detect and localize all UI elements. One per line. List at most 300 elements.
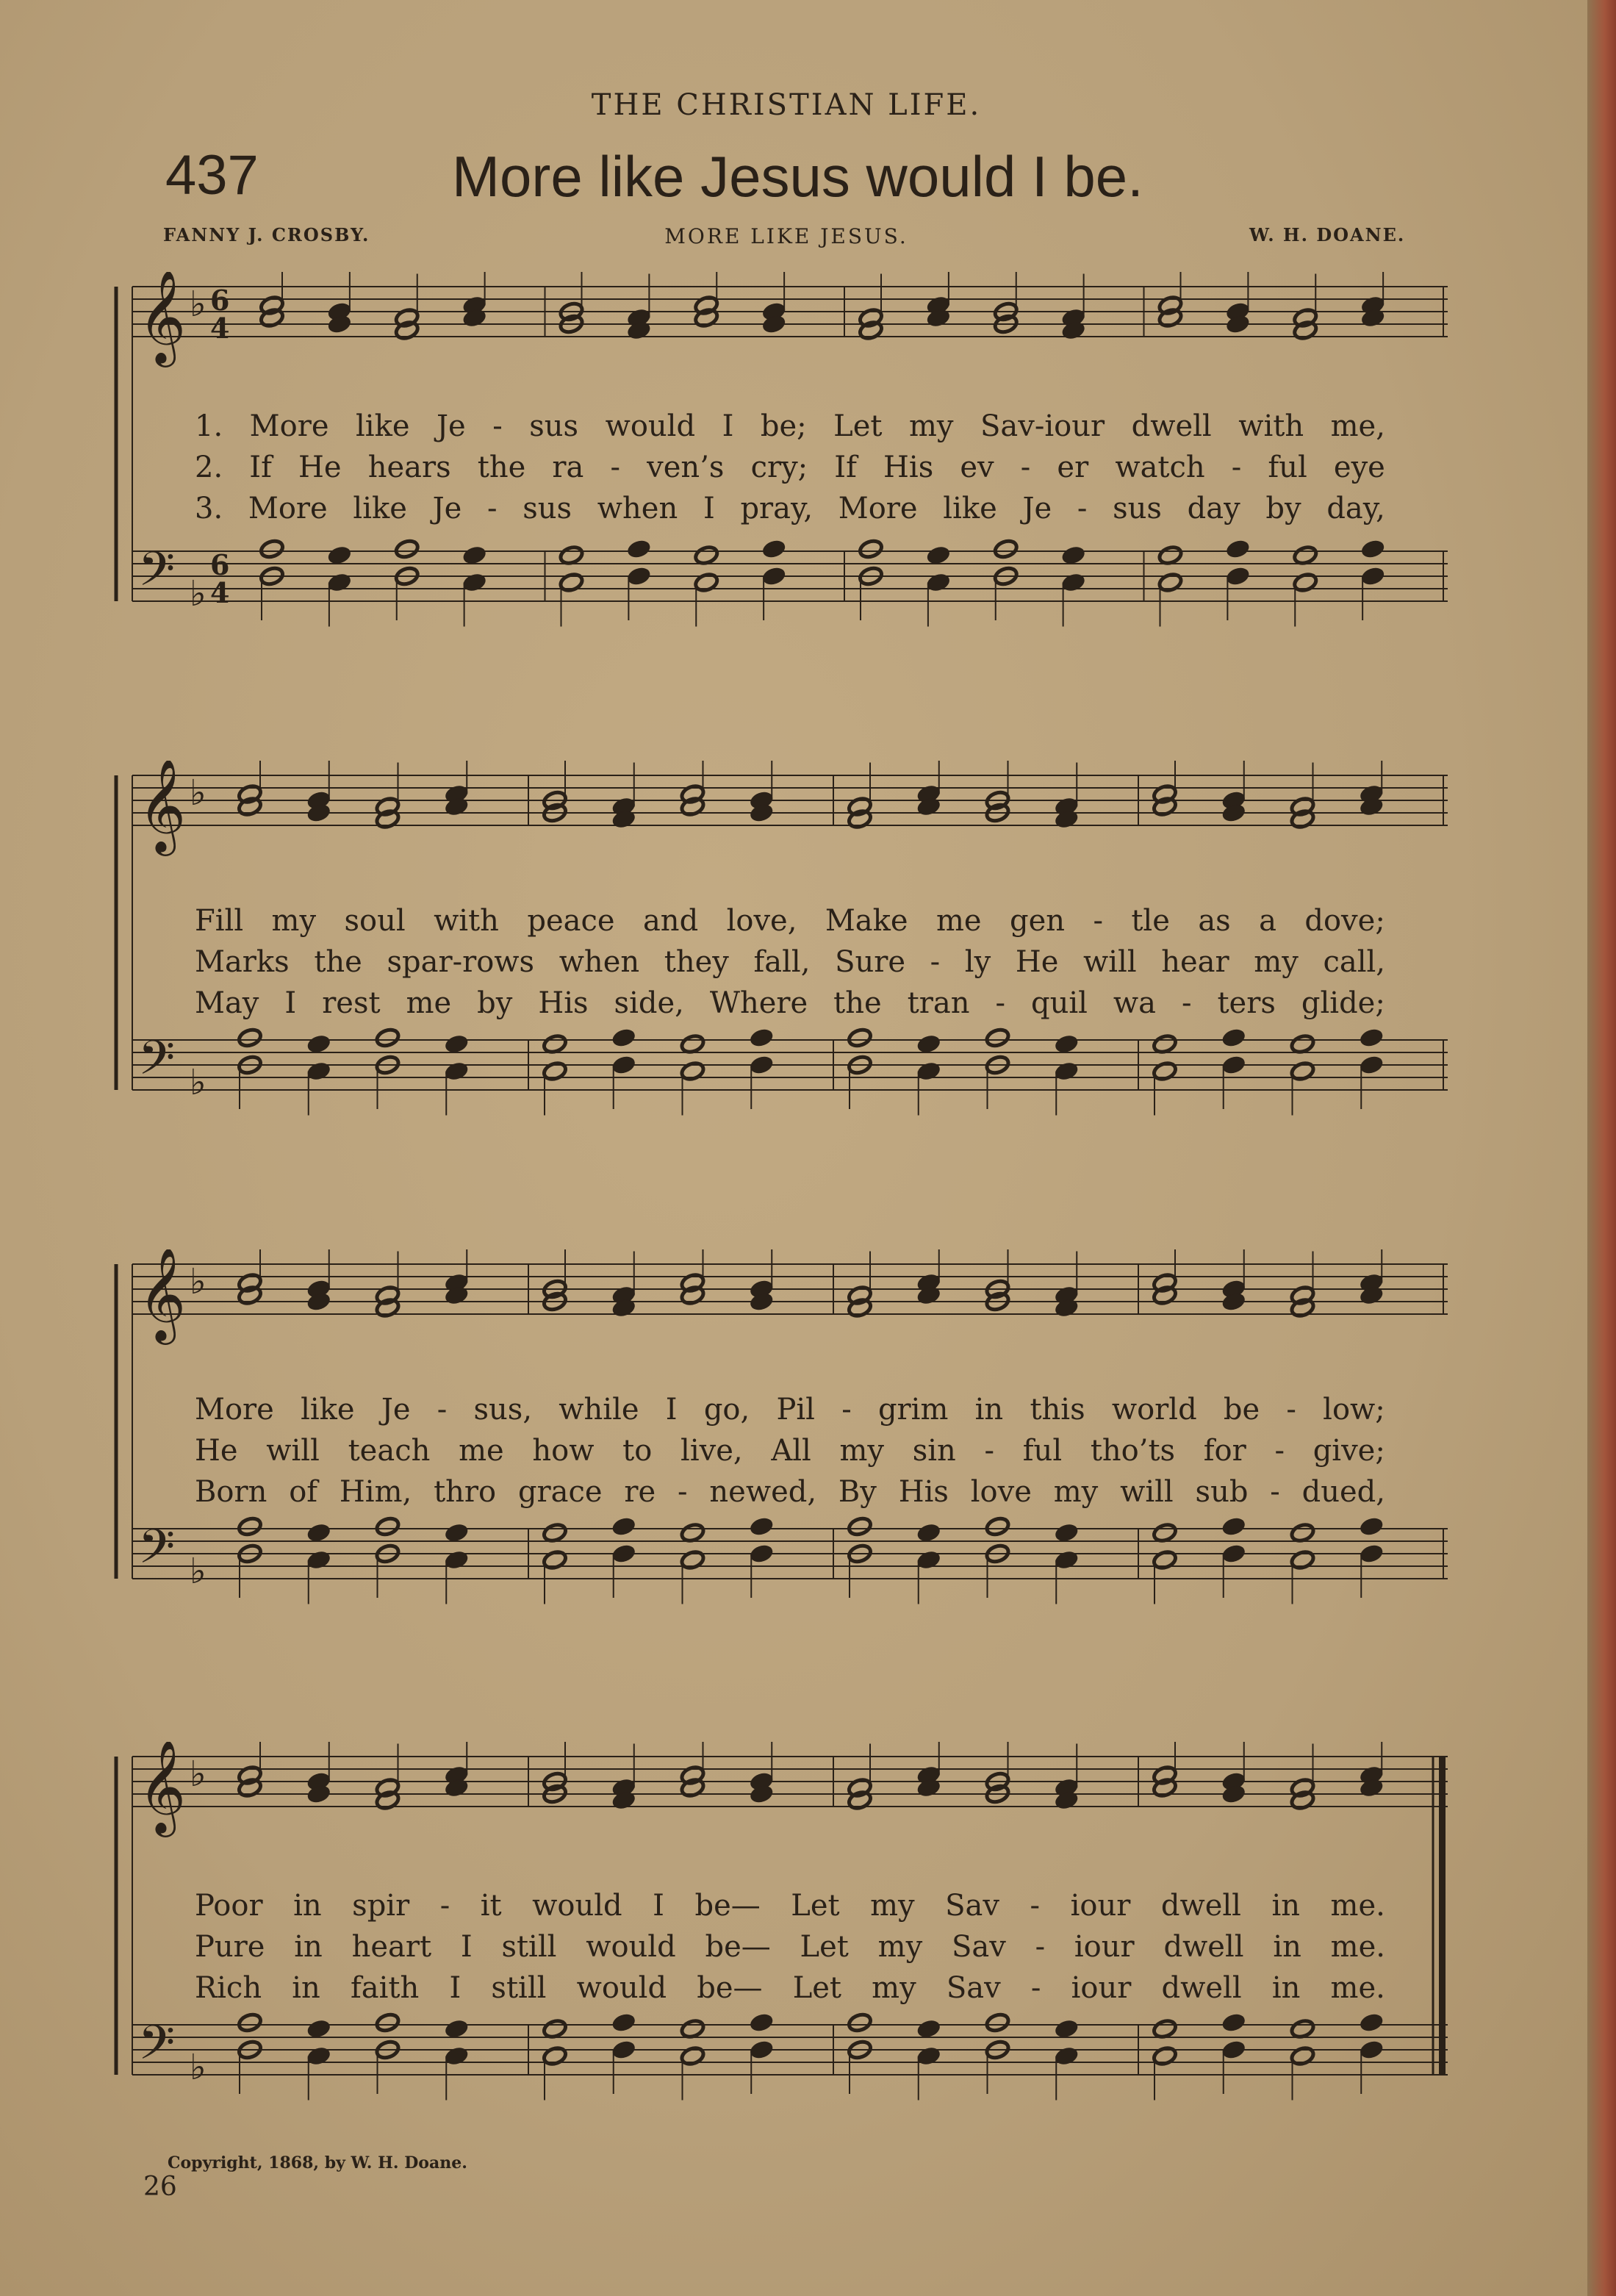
bass-note: [611, 2012, 636, 2033]
lyric-syllable: be: [1223, 1393, 1260, 1427]
lyric-syllable: ful: [1022, 1434, 1063, 1468]
lyric-syllable: Sav-iour: [980, 409, 1105, 443]
bass-note: [847, 1027, 872, 1048]
lyric-syllable: I: [722, 409, 734, 443]
lyric-syllable: sus: [529, 409, 579, 443]
lyric-syllable: will: [1083, 945, 1137, 979]
bass-note: [1290, 1033, 1315, 1055]
lyric-syllable: in: [1273, 1930, 1301, 1964]
hymn-title: More like Jesus would I be.: [452, 144, 1143, 209]
lyric-syllable: they: [664, 945, 729, 979]
lyric-syllable: pray,: [740, 492, 814, 525]
lyric-syllable: cry;: [750, 451, 808, 484]
time-signature-top: 6: [210, 548, 230, 581]
bass-note: [542, 2018, 567, 2040]
lyric-syllable: my: [908, 409, 954, 443]
flat-icon: ♭: [190, 1261, 207, 1302]
lyric-syllable: wa: [1113, 986, 1156, 1020]
bass-note: [237, 1515, 262, 1537]
lyric-line: [195, 488, 1385, 529]
lyric-syllable: dove;: [1304, 904, 1385, 938]
bass-note: [916, 1033, 941, 1055]
lyric-syllable: low;: [1323, 1393, 1385, 1427]
lyric-syllable: Let: [792, 1971, 841, 2005]
treble-clef-icon: 𝄞: [138, 1742, 187, 1833]
lyrics-system-4: [195, 1885, 1385, 2009]
lyric-syllable: dued,: [1301, 1475, 1385, 1509]
lyric-syllable: re: [624, 1475, 656, 1509]
bass-note: [1359, 1027, 1385, 1048]
lyric-syllable: faith: [350, 1971, 420, 2005]
lyric-syllable: like: [353, 492, 407, 525]
lyric-syllable: iour: [1071, 1971, 1132, 2005]
lyric-syllable: teach: [348, 1434, 431, 1468]
lyric-syllable: day: [1187, 492, 1240, 525]
bass-note: [749, 2012, 775, 2033]
bass-note: [1221, 1027, 1246, 1048]
bass-note: [611, 1027, 636, 1048]
lyric-line: [195, 900, 1385, 941]
bass-note: [1221, 1515, 1246, 1537]
bass-note: [611, 1515, 636, 1537]
lyric-syllable: in: [1271, 1889, 1301, 1923]
lyric-syllable: Him,: [339, 1475, 412, 1509]
lyric-syllable: world: [1111, 1393, 1197, 1427]
lyric-syllable: sin: [912, 1434, 956, 1468]
lyric-syllable: like: [301, 1393, 355, 1427]
lyric-syllable: the: [314, 945, 362, 979]
lyric-syllable: love: [970, 1475, 1032, 1509]
lyric-syllable: a: [1259, 904, 1276, 938]
bass-note: [749, 1027, 775, 1048]
lyric-syllable: -: [1231, 451, 1242, 484]
lyric-syllable: -: [1020, 451, 1031, 484]
lyric-syllable: Je: [432, 492, 462, 525]
bass-note: [1359, 2039, 1385, 2060]
bass-note: [444, 2045, 470, 2067]
bass-note: [611, 1543, 636, 1564]
flat-icon: ♭: [190, 2047, 207, 2088]
lyric-syllable: -: [984, 1434, 995, 1468]
bass-note: [1152, 2018, 1177, 2040]
time-signature-bottom: 4: [210, 312, 230, 345]
bass-note: [1060, 572, 1086, 593]
lyric-syllable: grim: [877, 1393, 949, 1427]
lyric-syllable: Marks: [195, 945, 290, 979]
bass-note: [326, 572, 352, 593]
lyric-syllable: I: [284, 986, 297, 1020]
bass-note: [1054, 1522, 1080, 1543]
lyric-syllable: side,: [614, 986, 684, 1020]
bass-clef-icon: 𝄢: [138, 1520, 176, 1586]
lyric-syllable: by: [477, 986, 513, 1020]
lyric-line: [195, 1430, 1385, 1471]
lyric-syllable: hear: [1161, 945, 1229, 979]
lyric-syllable: me: [406, 986, 452, 1020]
lyric-syllable: -: [1077, 492, 1088, 525]
lyric-syllable: tho’ts: [1090, 1434, 1176, 1468]
lyric-syllable: my: [870, 1889, 915, 1923]
bass-note: [1152, 2045, 1177, 2067]
lyric-syllable: watch: [1115, 451, 1205, 484]
lyric-syllable: would: [586, 1930, 676, 1964]
book-spine: [1587, 0, 1616, 2296]
lyric-syllable: More: [248, 492, 328, 525]
bass-note: [680, 1033, 705, 1055]
bass-note: [626, 565, 652, 586]
lyric-syllable: If: [834, 451, 857, 484]
bass-note: [761, 538, 787, 559]
bass-note: [680, 1061, 705, 1082]
lyric-syllable: May: [195, 986, 259, 1020]
lyric-syllable: me: [936, 904, 982, 938]
bass-note: [462, 545, 487, 566]
flat-icon: ♭: [190, 772, 207, 814]
lyric-syllable: -: [995, 986, 1005, 1020]
bass-note: [611, 1054, 636, 1075]
lyric-syllable: how: [532, 1434, 595, 1468]
lyric-syllable: be—: [705, 1930, 771, 1964]
bass-note: [1060, 545, 1086, 566]
lyric-syllable: and: [642, 904, 699, 938]
bass-note: [1359, 1054, 1385, 1075]
lyric-syllable: still: [501, 1930, 557, 1964]
lyric-syllable: spir: [352, 1889, 410, 1923]
bass-note: [925, 572, 951, 593]
lyric-line: [195, 1389, 1385, 1430]
lyric-syllable: with: [1238, 409, 1304, 443]
lyric-syllable: Je: [437, 409, 466, 443]
lyric-syllable: fall,: [753, 945, 811, 979]
lyric-syllable: ra: [552, 451, 584, 484]
lyric-syllable: iour: [1070, 1889, 1131, 1923]
lyric-syllable: day,: [1326, 492, 1385, 525]
composer-credit: W. H. DOANE.: [1249, 224, 1406, 245]
lyric-syllable: More: [838, 492, 918, 525]
bass-note: [1225, 565, 1251, 586]
lyric-syllable: -: [492, 409, 503, 443]
lyric-syllable: will: [1120, 1475, 1174, 1509]
bass-note: [1221, 1054, 1246, 1075]
lyric-syllable: dwell: [1131, 409, 1212, 443]
lyric-syllable: with: [434, 904, 499, 938]
lyric-syllable: while: [559, 1393, 639, 1427]
lyric-syllable: dwell: [1161, 1971, 1242, 2005]
bass-note: [1360, 565, 1386, 586]
bass-note: [1054, 2045, 1080, 2067]
lyric-syllable: the: [477, 451, 526, 484]
lyric-syllable: -: [1270, 1475, 1280, 1509]
lyric-syllable: my: [872, 1971, 916, 2005]
lyric-syllable: He: [195, 1434, 238, 1468]
lyric-line: [195, 1967, 1385, 2009]
bass-note: [985, 1027, 1010, 1048]
flat-icon: ♭: [190, 284, 207, 325]
lyric-syllable: ful: [1268, 451, 1307, 484]
lyric-syllable: -: [610, 451, 621, 484]
lyric-syllable: I: [653, 1889, 664, 1923]
lyric-syllable: Fill: [195, 904, 244, 938]
lyric-syllable: His: [898, 1475, 949, 1509]
lyric-syllable: ly: [964, 945, 991, 979]
lyric-syllable: rest: [322, 986, 381, 1020]
lyric-syllable: I: [449, 1971, 462, 2005]
bass-note: [444, 1061, 470, 1082]
bass-note: [1221, 2039, 1246, 2060]
lyric-syllable: of: [289, 1475, 318, 1509]
bass-note: [916, 1522, 941, 1543]
bass-note: [749, 1543, 775, 1564]
lyric-syllable: when: [559, 945, 640, 979]
lyric-syllable: Pil: [776, 1393, 815, 1427]
lyric-syllable: soul: [344, 904, 406, 938]
lyric-syllable: I: [703, 492, 715, 525]
lyric-syllable: ev: [960, 451, 994, 484]
bass-note: [1152, 1033, 1177, 1055]
lyrics-system-1: [195, 406, 1385, 529]
bass-note: [680, 1522, 705, 1543]
bass-note: [680, 1549, 705, 1571]
lyric-syllable: in: [1271, 1971, 1301, 2005]
lyric-syllable: -: [439, 1889, 450, 1923]
lyric-syllable: Let: [833, 409, 883, 443]
bass-note: [237, 2012, 262, 2033]
lyric-syllable: -: [1181, 986, 1192, 1020]
bass-note: [1290, 1061, 1315, 1082]
lyric-syllable: be—: [694, 1889, 761, 1923]
bass-note: [306, 1033, 331, 1055]
bass-note: [749, 2039, 775, 2060]
lyric-syllable: spar-rows: [387, 945, 535, 979]
lyric-syllable: -: [487, 492, 498, 525]
lyric-syllable: 1.: [195, 409, 223, 443]
bass-note: [444, 2018, 470, 2040]
lyric-syllable: More: [249, 409, 329, 443]
lyric-line: [195, 941, 1385, 983]
bass-clef-icon: 𝄢: [138, 1031, 176, 1097]
lyrics-system-3: [195, 1389, 1385, 1513]
lyric-syllable: call,: [1323, 945, 1385, 979]
bass-note: [306, 2045, 331, 2067]
lyric-syllable: ven’s: [647, 451, 725, 484]
bass-note: [1360, 538, 1386, 559]
lyric-syllable: sus: [522, 492, 572, 525]
lyric-syllable: er: [1057, 451, 1089, 484]
bass-note: [749, 1054, 775, 1075]
lyric-syllable: Je: [381, 1393, 411, 1427]
lyric-syllable: More: [195, 1393, 274, 1427]
lyric-syllable: will: [266, 1434, 320, 1468]
bass-note: [916, 1061, 941, 1082]
lyric-syllable: -: [678, 1475, 688, 1509]
bass-note: [1054, 2018, 1080, 2040]
lyric-syllable: sub: [1195, 1475, 1249, 1509]
lyric-syllable: as: [1198, 904, 1231, 938]
bass-note: [444, 1033, 470, 1055]
time-signature-bottom: 4: [210, 576, 230, 609]
bass-note: [326, 545, 352, 566]
lyric-syllable: Rich: [195, 1971, 262, 2005]
lyric-syllable: in: [294, 1930, 323, 1964]
final-barline: [1439, 1757, 1446, 2075]
lyric-syllable: 2.: [195, 451, 223, 484]
author-credit: FANNY J. CROSBY.: [163, 224, 370, 245]
bass-note: [1157, 545, 1183, 566]
bass-note: [985, 1515, 1010, 1537]
bass-note: [1290, 1549, 1315, 1571]
bass-note: [1221, 2012, 1246, 2033]
lyric-syllable: would: [605, 409, 696, 443]
lyric-syllable: His: [883, 451, 934, 484]
bass-note: [761, 565, 787, 586]
lyric-syllable: still: [491, 1971, 547, 2005]
lyric-syllable: He: [1015, 945, 1059, 979]
bass-note: [559, 545, 584, 566]
lyric-syllable: tle: [1131, 904, 1170, 938]
bass-note: [306, 1061, 331, 1082]
bass-note: [375, 2012, 401, 2033]
lyric-syllable: my: [839, 1434, 885, 1468]
bass-note: [462, 572, 487, 593]
bass-note: [542, 1033, 567, 1055]
lyric-syllable: Sav: [951, 1930, 1006, 1964]
lyric-syllable: sus,: [473, 1393, 533, 1427]
tune-name: MORE LIKE JESUS.: [664, 224, 908, 248]
lyric-syllable: me: [459, 1434, 504, 1468]
lyric-syllable: Je: [1022, 492, 1052, 525]
lyric-syllable: 3.: [195, 492, 223, 525]
lyric-syllable: -: [1093, 904, 1103, 938]
hymn-number: 437: [165, 144, 259, 207]
lyric-syllable: Make: [825, 904, 908, 938]
bass-note: [680, 2045, 705, 2067]
lyric-syllable: my: [271, 904, 317, 938]
bass-note: [1290, 1522, 1315, 1543]
bass-note: [1152, 1061, 1177, 1082]
bass-note: [1221, 1543, 1246, 1564]
lyric-syllable: my: [1254, 945, 1299, 979]
lyric-syllable: me.: [1330, 1971, 1385, 2005]
lyric-syllable: Sav: [945, 1889, 1000, 1923]
lyric-line: [195, 1926, 1385, 1967]
lyric-syllable: glide;: [1301, 986, 1385, 1020]
lyric-line: [195, 406, 1385, 447]
lyric-syllable: the: [833, 986, 882, 1020]
bass-note: [1054, 1549, 1080, 1571]
bass-note: [306, 2018, 331, 2040]
bass-note: [375, 1027, 401, 1048]
lyric-syllable: it: [480, 1889, 502, 1923]
lyric-syllable: If: [249, 451, 272, 484]
bass-note: [925, 545, 951, 566]
lyric-syllable: me.: [1330, 1889, 1385, 1923]
lyric-syllable: Poor: [195, 1889, 263, 1923]
lyric-syllable: like: [943, 492, 997, 525]
flat-icon: ♭: [190, 1754, 207, 1795]
bass-note: [375, 1515, 401, 1537]
bass-note: [1152, 1522, 1177, 1543]
lyric-syllable: me,: [1330, 409, 1385, 443]
lyric-syllable: I: [665, 1393, 678, 1427]
bass-note: [1290, 2045, 1315, 2067]
bass-note: [1152, 1549, 1177, 1571]
bass-note: [1293, 545, 1318, 566]
lyric-syllable: -: [930, 945, 941, 979]
bass-note: [916, 2018, 941, 2040]
lyric-syllable: to: [622, 1434, 653, 1468]
bass-note: [1054, 1061, 1080, 1082]
lyric-syllable: -: [1035, 1930, 1046, 1964]
lyric-syllable: -: [437, 1393, 448, 1427]
bass-note: [1359, 2012, 1385, 2033]
lyric-syllable: I: [460, 1930, 473, 1964]
bass-note: [985, 2012, 1010, 2033]
running-head: THE CHRISTIAN LIFE.: [591, 88, 982, 122]
bass-note: [237, 1027, 262, 1048]
treble-clef-icon: 𝄞: [138, 1249, 187, 1341]
lyric-syllable: -: [1030, 1889, 1041, 1923]
lyric-syllable: He: [298, 451, 342, 484]
bass-note: [847, 2012, 872, 2033]
lyric-syllable: would: [576, 1971, 667, 2005]
bass-note: [444, 1549, 470, 1571]
bass-note: [916, 1549, 941, 1571]
lyric-syllable: By: [838, 1475, 877, 1509]
bass-note: [542, 1549, 567, 1571]
bass-clef-icon: 𝄢: [138, 542, 176, 609]
bass-note: [559, 572, 584, 593]
bass-note: [542, 1061, 567, 1082]
lyric-syllable: Born: [195, 1475, 267, 1509]
bass-note: [444, 1522, 470, 1543]
lyric-syllable: Let: [791, 1889, 840, 1923]
lyric-line: [195, 1471, 1385, 1513]
lyric-syllable: -: [1030, 1971, 1041, 2005]
lyric-syllable: for: [1203, 1434, 1246, 1468]
bass-note: [626, 538, 652, 559]
bass-note: [749, 1515, 775, 1537]
bass-clef-icon: 𝄢: [138, 2016, 176, 2082]
lyric-syllable: give;: [1312, 1434, 1385, 1468]
lyric-syllable: iour: [1074, 1930, 1135, 1964]
lyric-syllable: dwell: [1163, 1930, 1244, 1964]
bass-note: [306, 1549, 331, 1571]
lyric-syllable: His: [538, 986, 589, 1020]
time-signature-top: 6: [210, 284, 230, 317]
lyric-syllable: be—: [697, 1971, 763, 2005]
bass-note: [1054, 1033, 1080, 1055]
bass-note: [542, 2045, 567, 2067]
lyric-syllable: ters: [1217, 986, 1276, 1020]
lyric-syllable: eye: [1333, 451, 1385, 484]
bass-note: [611, 2039, 636, 2060]
flat-icon: ♭: [190, 1062, 207, 1103]
lyric-syllable: Where: [709, 986, 808, 1020]
copyright-notice: Copyright, 1868, by W. H. Doane.: [168, 2153, 467, 2173]
bass-note: [1157, 572, 1183, 593]
lyric-syllable: newed,: [709, 1475, 817, 1509]
bass-note: [847, 1515, 872, 1537]
bass-note: [394, 538, 420, 559]
lyric-syllable: Let: [800, 1930, 849, 1964]
lyric-syllable: All: [771, 1434, 811, 1468]
lyric-syllable: me.: [1330, 1930, 1385, 1964]
lyric-syllable: love,: [726, 904, 797, 938]
lyric-syllable: -: [841, 1393, 852, 1427]
lyric-syllable: this: [1030, 1393, 1085, 1427]
lyric-syllable: go,: [703, 1393, 750, 1427]
lyric-syllable: my: [1053, 1475, 1099, 1509]
